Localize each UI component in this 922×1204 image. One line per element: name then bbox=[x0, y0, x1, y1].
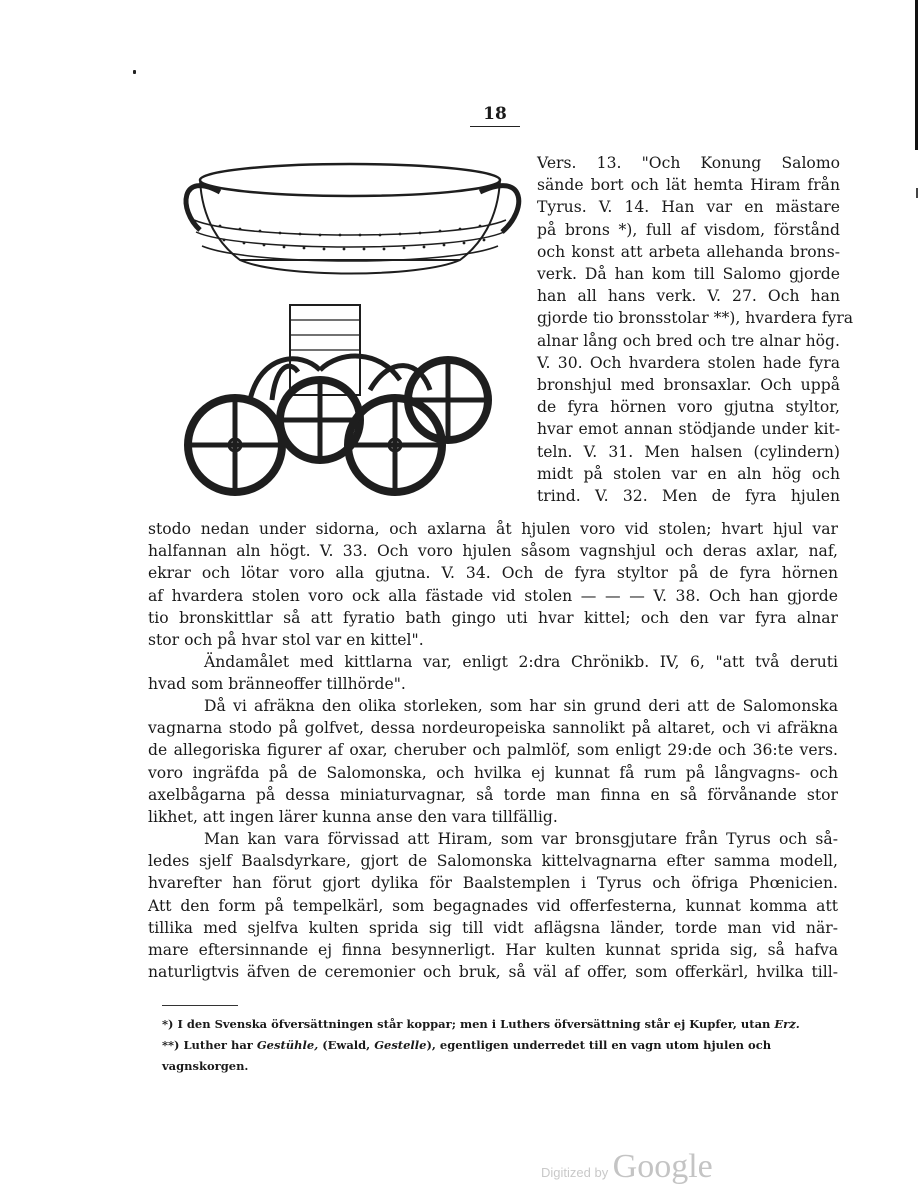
text-line: Man kan vara förvissad att Hiram, som var bronsgjutare från Tyrus och så- bbox=[204, 830, 838, 848]
paragraph-comparison bbox=[148, 695, 838, 828]
text-line: tillika med sjelfva kulten sprida sig till vidt aflägsna länder, torde man vid när- bbox=[148, 918, 838, 937]
text-line: tio bronskittlar så att fyratio bath gingo uti hvar kittel; och den var fyra alnar bbox=[148, 608, 838, 627]
text-line: stor och på hvar stol var en kittel". bbox=[148, 631, 424, 650]
text-line: Tyrus. V. 14. Han var en mästare bbox=[537, 198, 840, 217]
text-line: halfannan aln högt. V. 33. Och voro hjulen såsom vagnshjul och deras axlar, naf, bbox=[148, 542, 838, 561]
paragraph-hiram bbox=[148, 828, 838, 983]
text-line: mare eftersinnande ej finna besynnerligt. Har kulten kunnat sprida sig, så hafva bbox=[148, 941, 838, 960]
text-line: de allegoriska figurer af oxar, cheruber och palmlöf, som enligt 29:de och 36:te vers. bbox=[148, 741, 838, 760]
text-line: teln. V. 31. Men halsen (cylindern) bbox=[537, 442, 840, 461]
text-line: bronshjul med bronsaxlar. Och uppå bbox=[537, 376, 840, 395]
text-line: axelbågarna på dessa miniaturvagnar, så torde man finna en så förvånande stor bbox=[148, 785, 838, 804]
paragraph-purpose bbox=[148, 651, 838, 695]
text-line: Vers. 13. "Och Konung Salomo bbox=[537, 154, 840, 172]
watermark-google-logo: Google bbox=[612, 1148, 713, 1185]
text-line: verk. Då han kom till Salomo gjorde bbox=[537, 265, 840, 284]
text-line: voro ingräfda på de Salomonska, och hvilka ej kunnat få rum på långvagns- och bbox=[148, 763, 838, 782]
text-line: han all hans verk. V. 27. Och han bbox=[537, 287, 840, 306]
text-line: Då vi afräkna den olika storleken, som har sin grund deri att de Salomonska bbox=[204, 697, 838, 715]
watermark-digitized: Digitized by bbox=[541, 1165, 609, 1180]
text-line: de fyra hörnen voro gjutna styltor, bbox=[537, 398, 840, 417]
page-number: 18 bbox=[470, 104, 520, 127]
right-column-text bbox=[537, 152, 854, 507]
full-width-text bbox=[148, 518, 838, 651]
scan-edge-line bbox=[915, 0, 918, 150]
footnote-2-text: ), egentligen underredet till en vagn utom hjulen och vagnskorgen. bbox=[162, 1038, 772, 1073]
scan-edge-mark bbox=[916, 188, 918, 198]
text-line: ledes sjelf Baalsdyrkare, gjort de Salomonska kittelvagnarna efter samma modell, bbox=[148, 852, 838, 871]
text-line: alnar lång och bred och tre alnar hög. bbox=[537, 331, 840, 350]
text-line: ekrar och lötar voro alla gjutna. V. 34. Och de fyra styltor på de fyra hörnen bbox=[148, 564, 838, 583]
footnote-2-text: **) Luther har bbox=[162, 1038, 257, 1052]
footnote-1 bbox=[162, 1014, 852, 1035]
footnote-1-term: Erz. bbox=[774, 1017, 800, 1031]
footnote-2 bbox=[162, 1035, 852, 1077]
text-line: sände bort och lät hemta Hiram från bbox=[537, 176, 840, 195]
footnote-rule bbox=[162, 1005, 238, 1006]
text-line: af hvardera stolen voro ock alla fästade vid stolen — — — V. 38. Och han gjorde bbox=[148, 586, 838, 605]
text-line: och konst att arbeta allehanda brons- bbox=[537, 242, 840, 261]
text-line: V. 30. Och hvardera stolen hade fyra bbox=[537, 353, 840, 372]
text-line: hvad som bränneoffer tillhörde". bbox=[148, 675, 406, 694]
footnote-2-term-2: Gestelle bbox=[374, 1038, 427, 1052]
text-line: stodo nedan under sidorna, och axlarna åt hjulen voro vid stolen; hvart hjul var bbox=[148, 520, 838, 538]
footnote-1-text: *) I den Svenska öfversättningen står koppar; men i Luthers öfversättning står ej Kupfer, utan bbox=[162, 1017, 775, 1031]
text-line: hvar emot annan stödjande under kit- bbox=[537, 420, 840, 439]
text-line: Ändamålet med kittlarna var, enligt 2:dra Chrönikb. IV, 6, "att två deruti bbox=[204, 653, 838, 671]
text-line: på brons *), full af visdom, förstånd bbox=[537, 220, 840, 239]
text-line: midt på stolen var en aln hög och bbox=[537, 464, 840, 483]
text-line: naturligtvis äfven de ceremonier och bruk, så väl af offer, som offerkärl, hvilka till- bbox=[148, 963, 838, 982]
footnotes bbox=[162, 1014, 852, 1077]
text-line: trind. V. 32. Men de fyra hjulen bbox=[537, 487, 840, 506]
footnote-2-term-1: Gestühle, bbox=[256, 1038, 319, 1052]
text-line: vagnarna stodo på golfvet, dessa nordeuropeiska sannolikt på altaret, och vi afräkna bbox=[148, 719, 838, 738]
text-line: Att den form på tempelkärl, som begagnades vid offerfesterna, kunnat komma att bbox=[148, 896, 838, 915]
text-line: likhet, att ingen lärer kunna anse den vara tillfällig. bbox=[148, 808, 558, 827]
digitized-watermark bbox=[541, 1148, 713, 1186]
text-line: gjorde tio bronsstolar **), hvardera fyra bbox=[537, 309, 854, 328]
ink-speck bbox=[133, 70, 136, 74]
text-line: hvarefter han förut gjort dylika för Baalstemplen i Tyrus och öfriga Phœnicien. bbox=[148, 874, 838, 893]
footnote-2-text: (Ewald, bbox=[318, 1038, 375, 1052]
cauldron-wagon-illustration bbox=[180, 150, 526, 506]
